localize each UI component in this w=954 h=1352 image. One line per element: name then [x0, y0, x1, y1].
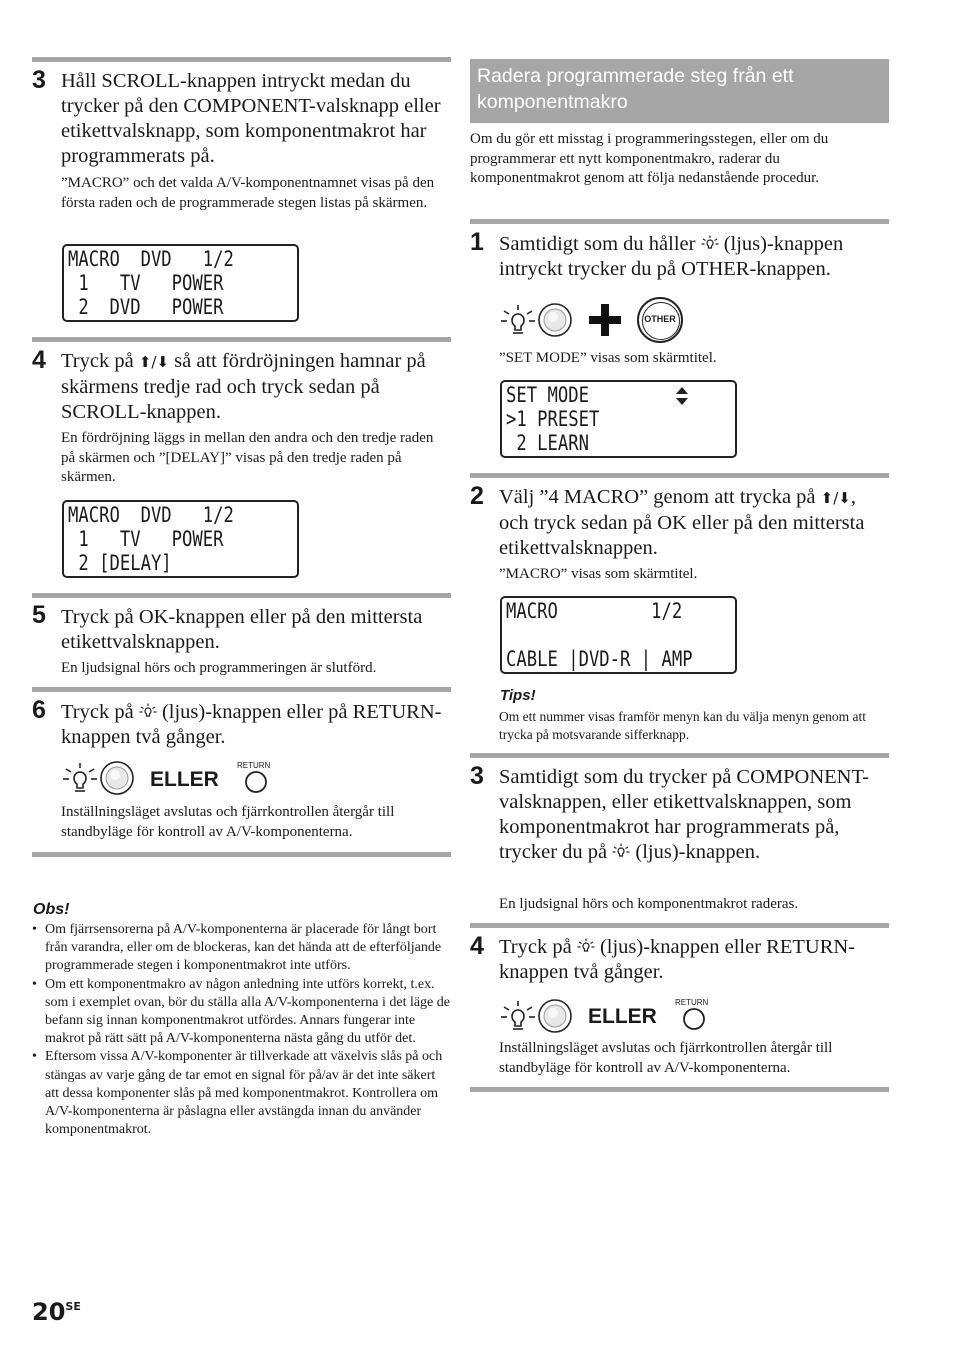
rule-divider [470, 923, 889, 928]
lcd-line: MACRO DVD 1/2 [68, 247, 234, 271]
light-icon [500, 1000, 536, 1032]
plus-icon [588, 303, 622, 337]
return-button-icon [682, 1007, 706, 1031]
step-note: En ljudsignal hörs och komponentmakrot raderas. [499, 896, 799, 912]
lcd-line: 1 TV POWER [68, 271, 224, 295]
lcd-line: 2 [DELAY] [68, 551, 172, 575]
step-note: En ljudsignal hörs och programmeringen är slutförd. [61, 660, 377, 676]
step-text: Håll SCROLL-knappen intryckt medan du trycker på den COMPONENT-valsknapp eller etikettvalsknapp, som komponentmakrot har programmerats på. [61, 70, 441, 167]
rule-left-top [32, 57, 451, 62]
rule-divider [470, 1087, 889, 1092]
return-label: RETURN [237, 761, 271, 770]
step-text: Tryck på OK-knappen eller på den mittersta etikettvalsknappen. [61, 606, 423, 653]
lcd-line: 2 LEARN [506, 431, 589, 455]
lcd-line: 2 DVD POWER [68, 295, 224, 319]
light-icon [612, 843, 630, 859]
step-note: ”SET MODE” visas som skärmtitel. [499, 350, 717, 366]
step-text: Samtidigt som du håller (ljus)-knappen intryckt trycker du på OTHER-knappen. [499, 233, 844, 280]
step-text: Tryck på (ljus)-knappen eller RETURN-knappen två gånger. [499, 936, 855, 983]
light-icon [701, 235, 719, 251]
step-number: 4 [470, 932, 484, 960]
rule-divider [470, 753, 889, 758]
lcd-screen [500, 596, 737, 674]
step-number: 5 [32, 601, 46, 629]
light-icon [139, 703, 157, 719]
rule-divider [32, 687, 451, 692]
obs-item: • Om fjärrsensorerna på A/V-komponenterna är placerade för långt bort från varandra, eller om de blockeras, kan det hända att de efterföljande programmerade stegen i komponentmakrot inte utförs. [32, 921, 452, 976]
lcd-line: >1 PRESET [506, 407, 600, 431]
step-number: 2 [470, 482, 484, 510]
step-number: 6 [32, 696, 46, 724]
or-label: ELLER [588, 1005, 657, 1028]
step-text: Välj ”4 MACRO” genom att trycka på ⬆/⬇, och tryck sedan på OK eller på den mittersta etikettvalsknappen. [499, 486, 865, 559]
scroll-arrows-icon [676, 387, 688, 405]
obs-item: • Om ett komponentmakro av någon anledning inte utförs korrekt, t.ex. som i exemplet ovan, bör du ställa alla A/V-komponenterna i det läge de befann sig innan komponentmakrot utfördes. Annars fungerar inte makrot på rätt sätt på A/V-komponenterna nästa gång du utför det. [32, 976, 452, 1049]
obs-label: Obs! [33, 901, 70, 918]
or-label: ELLER [150, 768, 219, 791]
section-heading: Radera programmerade steg från ett komponentmakro [477, 65, 794, 113]
intro-text: Om du gör ett misstag i programmeringsstegen, eller om du programmerar ett nytt komponentmakro, raderar du komponentmakrot genom att följa nedanstående procedur. [470, 131, 829, 186]
lcd-screen [500, 380, 737, 458]
step-text: Samtidigt som du trycker på COMPONENT-valsknappen, eller etikettvalsknappen, som komponentmakrot har programmerats på, trycker du på (ljus)-knappen. [499, 766, 869, 863]
lcd-line: SET MODE [506, 383, 589, 407]
step-number: 4 [32, 346, 46, 374]
up-down-arrows-icon: ⬆/⬇ [138, 353, 170, 371]
step-number: 3 [32, 66, 46, 94]
step-note: ”MACRO” och det valda A/V-komponentnamnet visas på den första raden och de programmerade stegen listas på skärmen. [61, 175, 435, 211]
step-note: Inställningsläget avslutas och fjärrkontrollen återgår till standbyläge för kontroll av A/V-komponenterna. [499, 1040, 833, 1076]
lcd-screen [62, 500, 299, 578]
lcd-line: 1 TV POWER [68, 527, 224, 551]
tips-text: Om ett nummer visas framför menyn kan du välja menyn genom att trycka på motsvarande sifferknapp. [499, 709, 867, 742]
rule-divider [470, 219, 889, 224]
step-number: 1 [470, 228, 484, 256]
light-icon [62, 762, 98, 794]
other-label: OTHER [644, 314, 676, 324]
lcd-line: MACRO 1/2 [506, 599, 683, 623]
page-number: $20^{SE}$ [32, 1298, 81, 1326]
step-text: Tryck på ⬆/⬇ så att fördröjningen hamnar på skärmens tredje rad och tryck sedan på SCROLL-knappen. [61, 350, 426, 423]
rule-divider [470, 473, 889, 478]
light-button-icon [537, 302, 573, 338]
light-button-icon [537, 998, 573, 1034]
light-icon [500, 304, 536, 336]
rule-divider [32, 337, 451, 342]
step-note: Inställningsläget avslutas och fjärrkontrollen återgår till standbyläge för kontroll av A/V-komponenterna. [61, 804, 395, 840]
tips-label: Tips! [500, 687, 536, 704]
rule-divider [32, 852, 451, 857]
rule-divider [32, 593, 451, 598]
obs-list [32, 921, 452, 1139]
lcd-screen [62, 244, 299, 322]
light-button-icon [99, 760, 135, 796]
step-text: Tryck på (ljus)-knappen eller på RETURN-knappen två gånger. [61, 701, 442, 748]
lcd-line: CABLE |DVD-R | AMP [506, 647, 693, 671]
step-note: ”MACRO” visas som skärmtitel. [499, 566, 698, 582]
step-note: En fördröjning läggs in mellan den andra och den tredje raden på skärmen och ”[DELAY]” visas på den tredje raden på skärmen. [61, 430, 434, 485]
section-heading-box [470, 59, 889, 123]
other-button [637, 297, 683, 343]
lcd-line: MACRO DVD 1/2 [68, 503, 234, 527]
step-number: 3 [470, 762, 484, 790]
return-label: RETURN [675, 998, 709, 1007]
light-icon [577, 938, 595, 954]
return-button-icon [244, 770, 268, 794]
up-down-arrows-icon: ⬆/⬇ [820, 489, 851, 507]
page-suffix: SE [65, 1300, 81, 1313]
obs-item: • Eftersom vissa A/V-komponenter är tillverkade att växelvis slås på och stängas av varje gång de tar emot en signal för på/av är det inte säkert att dessa komponenter slås på med komponentmakrot. Kontrollera om A/V-komponenterna är påslagna eller avstängda innan du använder komponentmakrot. [32, 1048, 452, 1139]
